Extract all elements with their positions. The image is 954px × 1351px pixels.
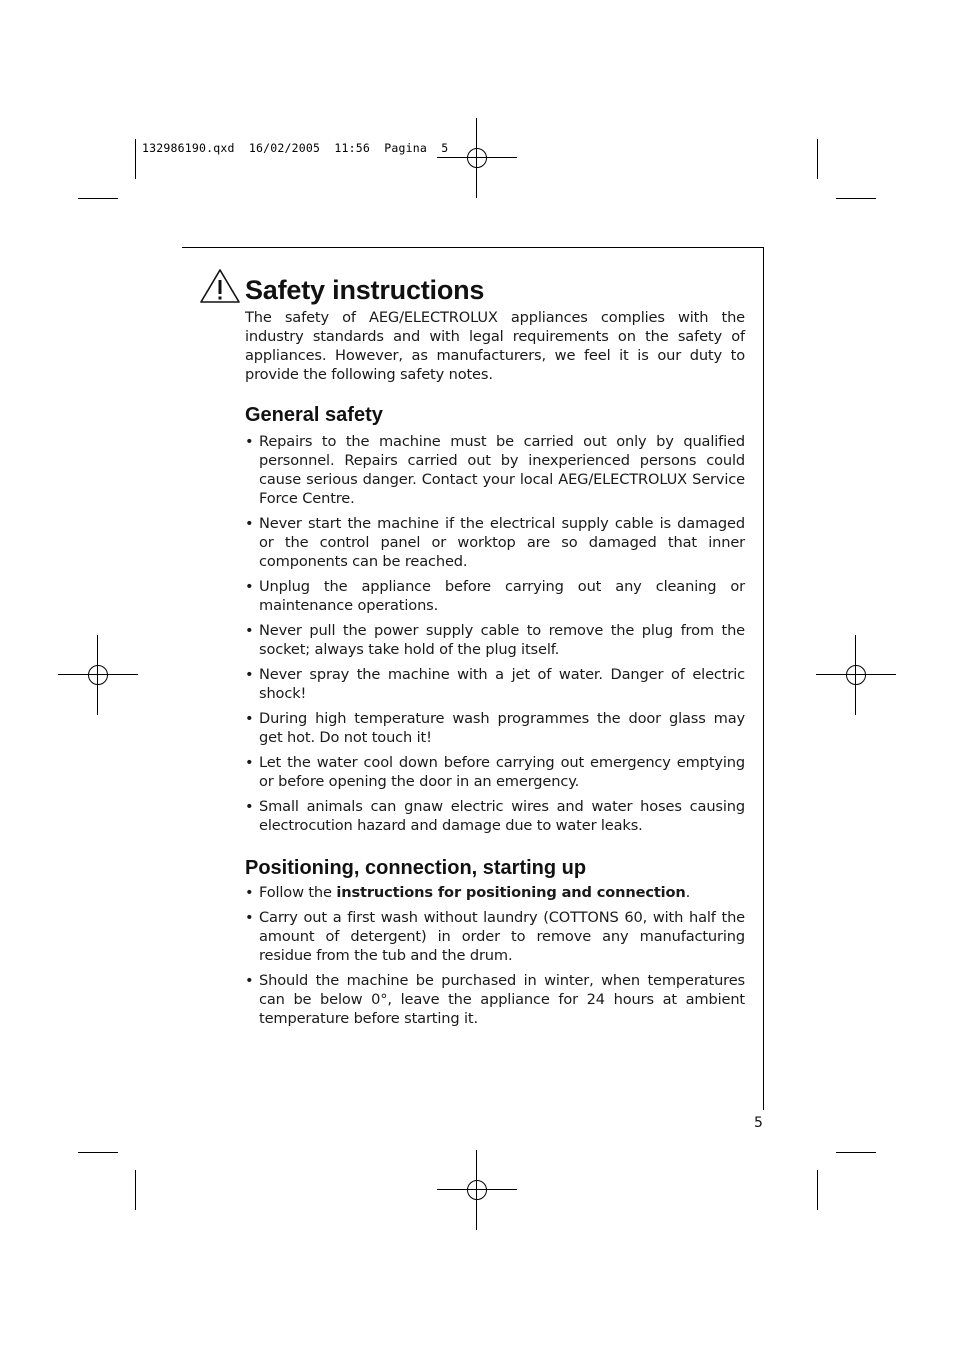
list-item: • Let the water cool down before carrying out emergency emptying or before opening the door in an emergency.: [245, 754, 745, 790]
list-item: • During high temperature wash programmes the door glass may get hot. Do not touch it!: [245, 710, 745, 746]
positioning-list: [245, 883, 745, 1028]
warning-triangle-icon: [199, 268, 241, 304]
positioning-instructions-emphasis: instructions for positioning and connection: [336, 884, 686, 901]
main-content: [245, 272, 745, 1034]
intro-paragraph: The safety of AEG/ELECTROLUX appliances complies with the industry standards and with legal requirements on the safety of appliances. However, as manufacturers, we feel it is our duty to provide the following safety notes.: [245, 309, 745, 383]
crop-mark: [78, 198, 118, 199]
list-item: • Never pull the power supply cable to remove the plug from the socket; always take hold of the plug itself.: [245, 622, 745, 658]
crop-mark: [78, 1152, 118, 1153]
list-item: • Unplug the appliance before carrying out any cleaning or maintenance operations.: [245, 578, 745, 614]
list-item: • Should the machine be purchased in winter, when temperatures can be below 0°, leave the appliance for 24 hours at ambient temperature before starting it.: [245, 972, 745, 1027]
crop-mark: [817, 1170, 818, 1210]
crop-mark: [836, 1152, 876, 1153]
header-rule: [182, 247, 764, 248]
registration-mark-top: [457, 118, 497, 198]
general-safety-list: [245, 432, 745, 835]
side-rule: [763, 247, 764, 1110]
list-item: • Repairs to the machine must be carried out only by qualified personnel. Repairs carried out by inexperienced persons could cause serious danger. Contact your local AEG/ELECTROLUX Service Force Centre.: [245, 433, 745, 507]
general-safety-heading: General safety: [245, 404, 383, 426]
list-item: • Never spray the machine with a jet of water. Danger of electric shock!: [245, 666, 745, 702]
list-item: • Follow the instructions for positioning and connection.: [245, 884, 691, 901]
print-slug: 132986190.qxd 16/02/2005 11:56 Pagina 5: [142, 141, 449, 155]
crop-mark: [817, 139, 818, 179]
crop-mark: [135, 139, 136, 179]
registration-mark-bottom: [457, 1150, 497, 1230]
crop-mark: [135, 1170, 136, 1210]
registration-mark-right: [836, 635, 876, 715]
list-item: • Small animals can gnaw electric wires and water hoses causing electrocution hazard and damage due to water leaks.: [245, 798, 745, 834]
registration-mark-left: [78, 635, 118, 715]
positioning-heading: Positioning, connection, starting up: [245, 857, 587, 879]
list-item: • Never start the machine if the electrical supply cable is damaged or the control panel or worktop are so damaged that inner components can be reached.: [245, 515, 745, 570]
positioning-section: [245, 855, 745, 1028]
list-item: • Carry out a first wash without laundry (COTTONS 60, with half the amount of detergent) in order to remove any manufacturing residue from the tub and the drum.: [245, 909, 745, 964]
crop-mark: [836, 198, 876, 199]
general-safety-section: [245, 402, 745, 835]
page-title: Safety instructions: [245, 275, 485, 305]
page-number: 5: [754, 1115, 763, 1131]
